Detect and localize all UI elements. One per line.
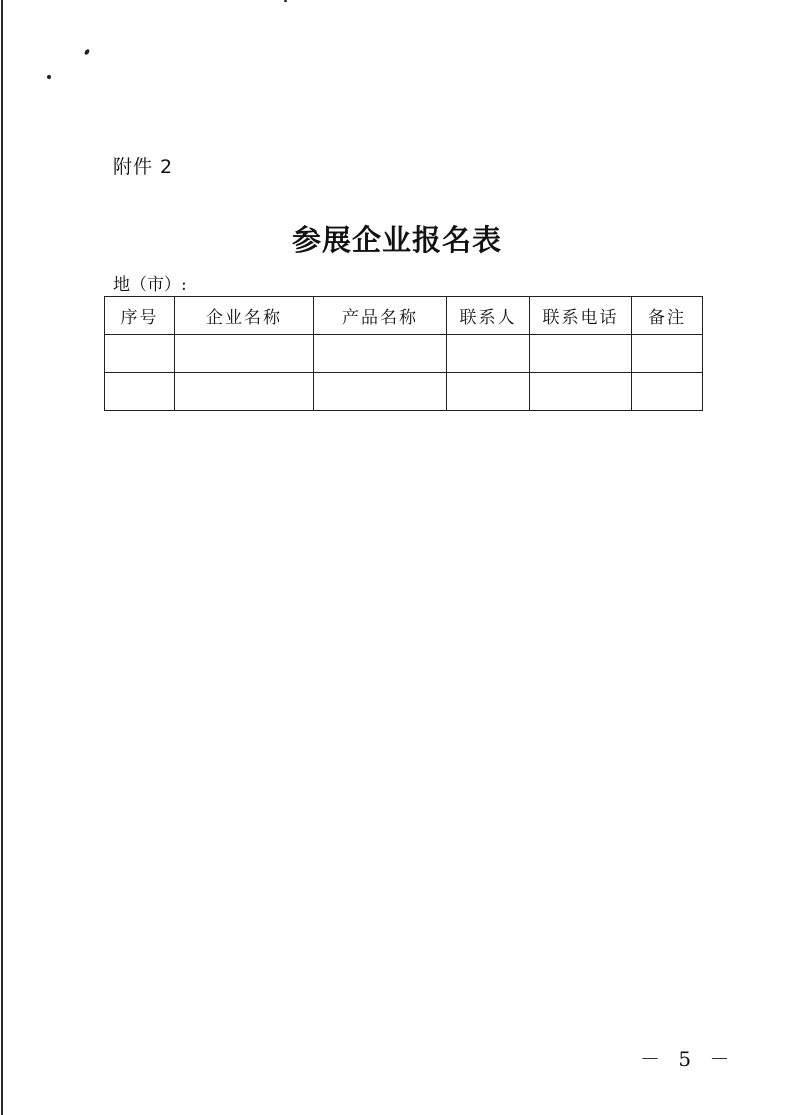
table-cell (175, 373, 314, 411)
column-header-company-name: 企业名称 (175, 297, 314, 335)
table-cell (530, 373, 632, 411)
region-label: 地（市）: (113, 275, 187, 295)
table-cell (105, 335, 175, 373)
table-cell (632, 335, 703, 373)
column-header-contact-phone: 联系电话 (530, 297, 632, 335)
scan-edge (1, 0, 3, 1115)
table-cell (632, 373, 703, 411)
table-cell (175, 335, 314, 373)
column-header-remarks: 备注 (632, 297, 703, 335)
page-number: － 5 － (640, 1047, 736, 1071)
column-header-product-name: 产品名称 (314, 297, 447, 335)
attachment-label: 附件 2 (113, 156, 174, 178)
table-cell (447, 335, 530, 373)
table-cell (314, 335, 447, 373)
table-row (105, 373, 703, 411)
column-header-index: 序号 (105, 297, 175, 335)
table-cell (530, 335, 632, 373)
form-title: 参展企业报名表 (291, 223, 502, 257)
column-header-contact-person: 联系人 (447, 297, 530, 335)
table-cell (314, 373, 447, 411)
table-row (105, 335, 703, 373)
scan-speck (47, 75, 51, 79)
table-cell (105, 373, 175, 411)
scan-speck (84, 48, 91, 55)
scan-speck (284, 0, 287, 2)
table-header-row (105, 297, 703, 335)
registration-table (104, 296, 703, 411)
table-cell (447, 373, 530, 411)
